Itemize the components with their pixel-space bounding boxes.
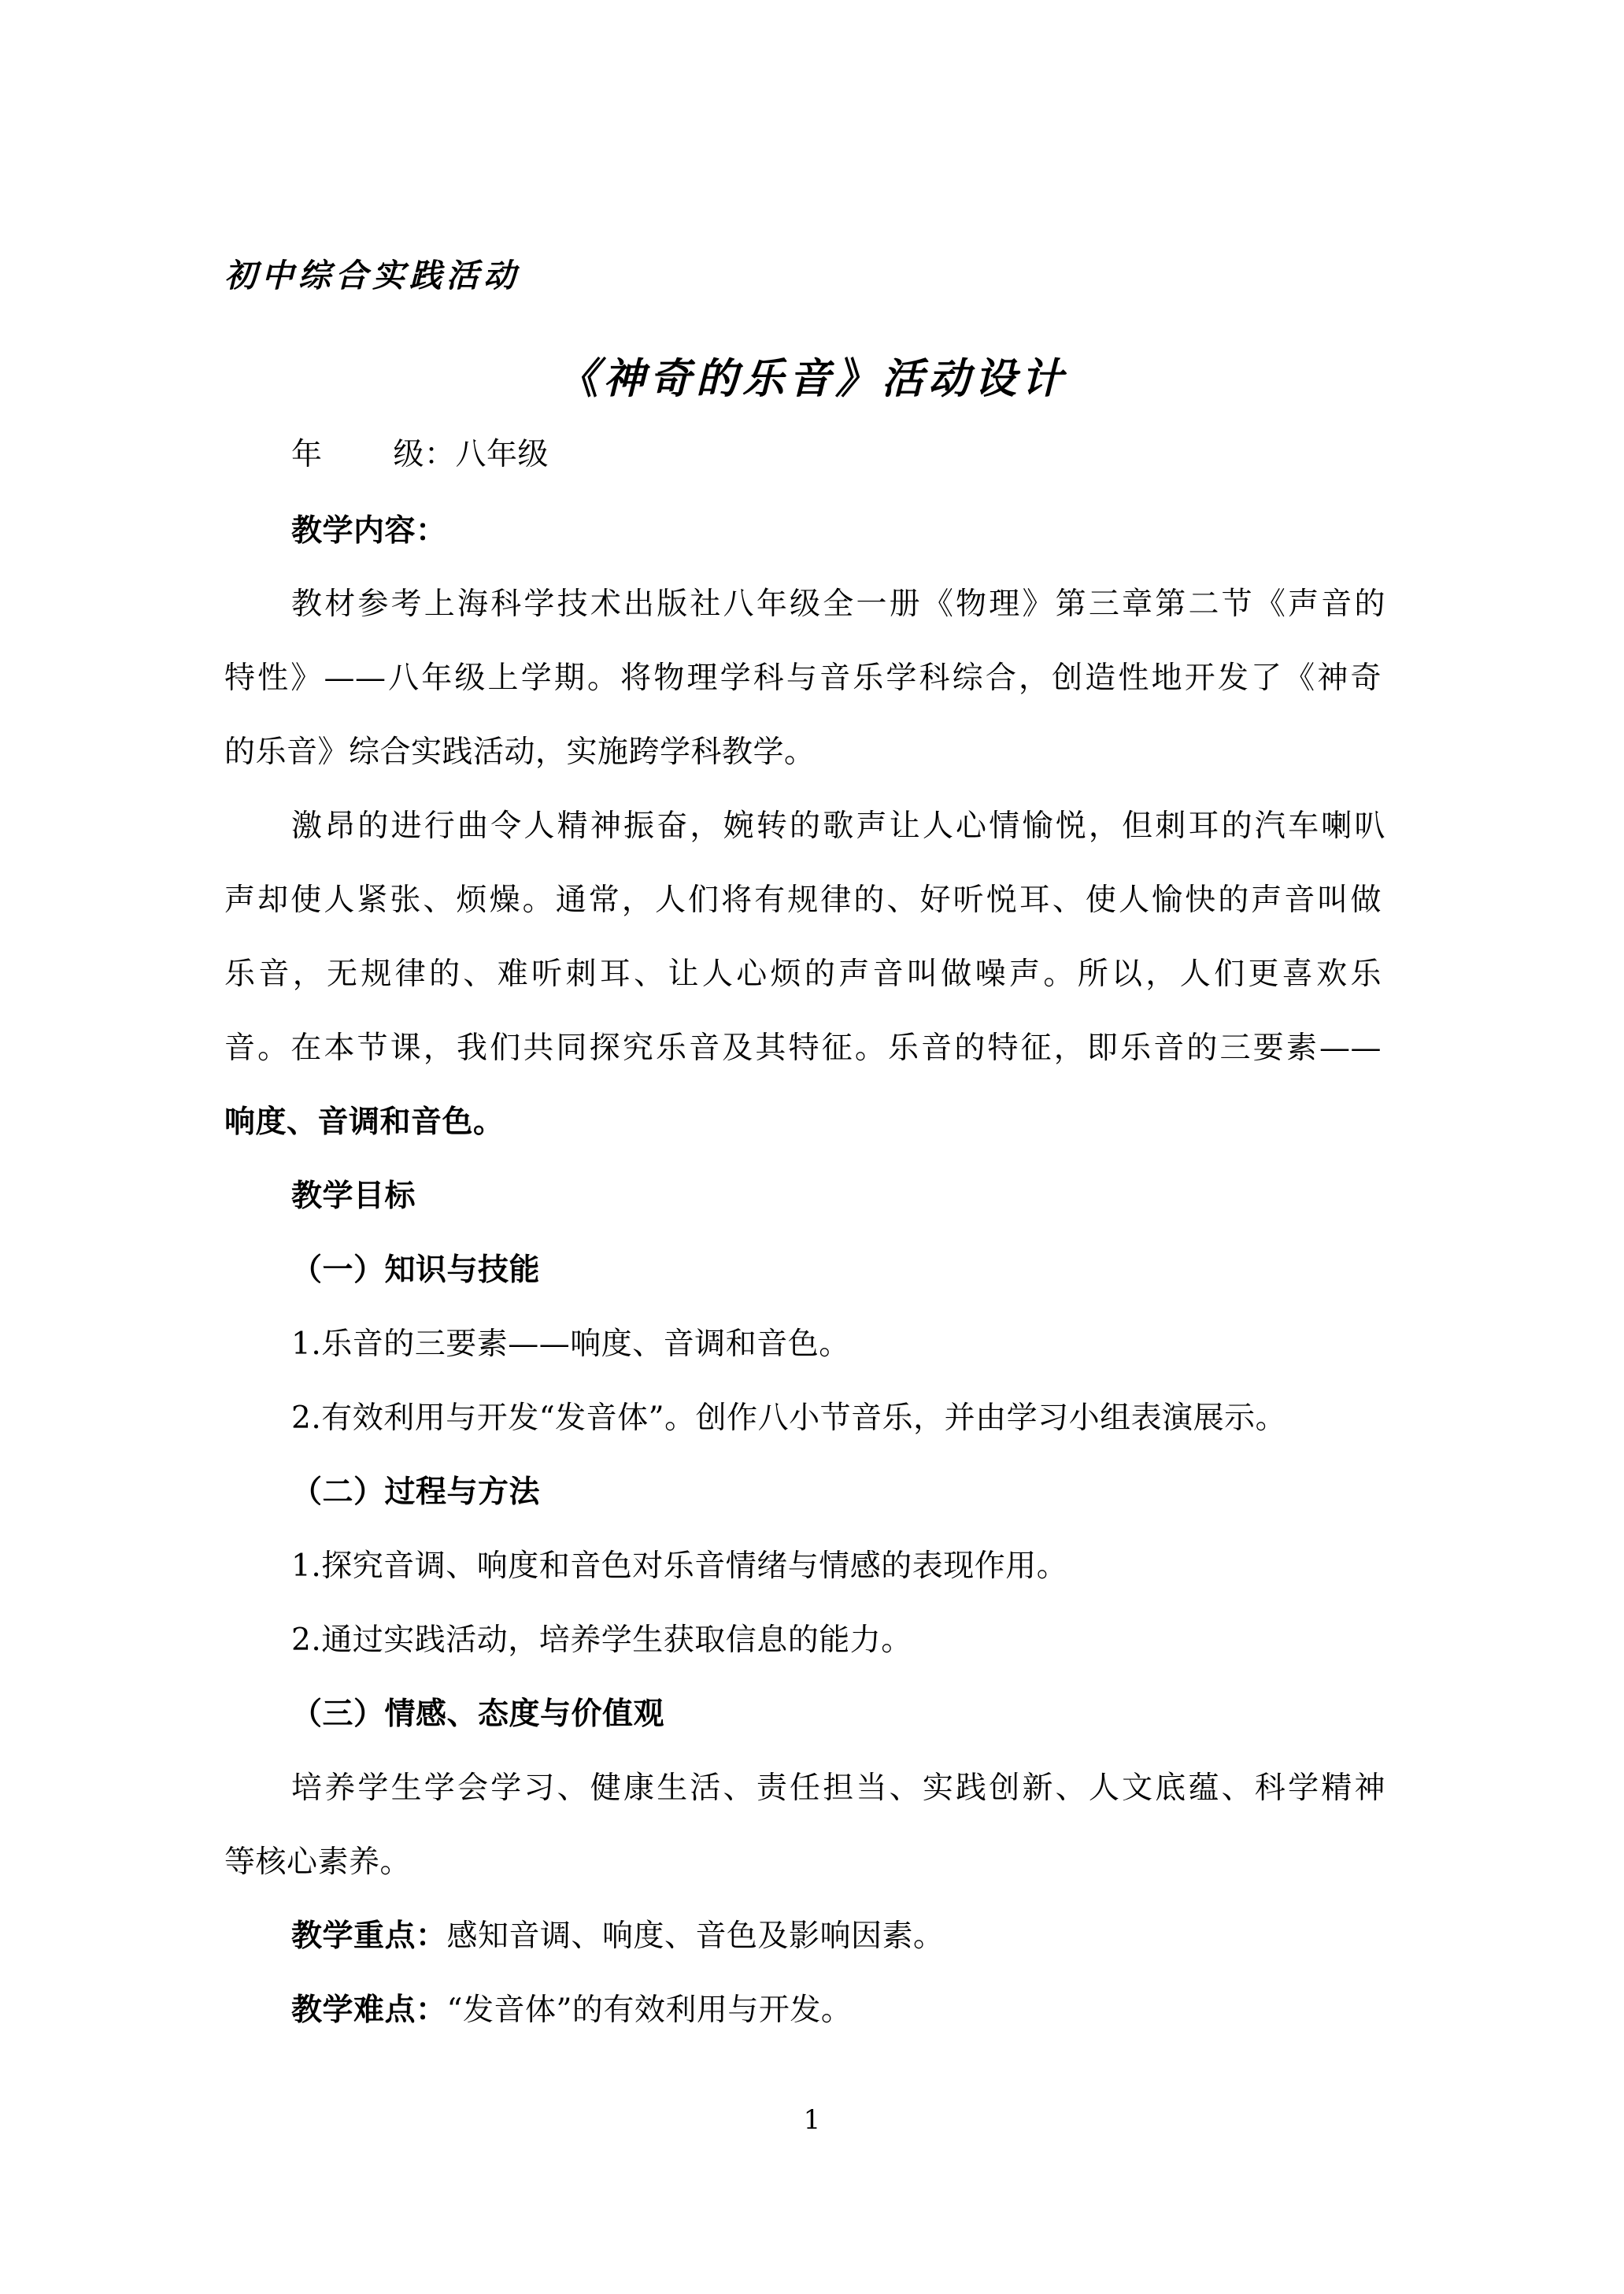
document-title: 《神奇的乐音》活动设计 — [557, 354, 1067, 403]
difficulty-text: “发音体”的有效利用与开发。 — [446, 1992, 853, 2028]
difficulty-label: 教学难点： — [291, 1992, 447, 2028]
content-p1-line1: 教材参考上海科学技术出版社八年级全一册《物理》第三章第二节《声音的 — [291, 586, 1385, 622]
objectives-s1-item2: 2.有效利用与开发“发音体”。创作八小节音乐，并由学习小组表演展示。 — [291, 1400, 1287, 1436]
content-p1-line2: 特性》——八年级上学期。将物理学科与音乐学科综合，创造性地开发了《神奇 — [224, 660, 1382, 696]
objectives-s2-item1: 1.探究音调、响度和音色对乐音情绪与情感的表现作用。 — [291, 1548, 1068, 1584]
content-p2-bold-end: 响度、音调和音色。 — [224, 1104, 505, 1140]
grade-label-a: 年 — [291, 437, 323, 472]
content-p2-line3: 乐音，无规律的、难听刺耳、让人心烦的声音叫做噪声。所以，人们更喜欢乐 — [224, 956, 1382, 992]
content-heading: 教学内容： — [291, 513, 447, 549]
grade-line — [291, 433, 1385, 477]
key-point-label: 教学重点： — [291, 1918, 447, 1954]
content-p2-line4: 音。在本节课，我们共同探究乐音及其特征。乐音的特征，即乐音的三要素—— — [224, 1030, 1382, 1066]
difficulty-line — [291, 1989, 1385, 2033]
objectives-s2-item2: 2.通过实践活动，培养学生获取信息的能力。 — [291, 1622, 912, 1658]
objectives-s3-line1: 培养学生学会学习、健康生活、责任担当、实践创新、人文底蕴、科学精神 — [291, 1770, 1385, 1806]
content-p2-line2: 声却使人紧张、烦燥。通常，人们将有规律的、好听悦耳、使人愉快的声音叫做 — [224, 882, 1382, 918]
objectives-s3-line2: 等核心素养。 — [224, 1844, 412, 1880]
grade-value: 八年级 — [455, 437, 549, 472]
objectives-s3-heading: （三）情感、态度与价值观 — [291, 1696, 665, 1732]
grade-label-b: 级： — [393, 437, 456, 472]
objectives-s1-item1: 1.乐音的三要素——响度、音调和音色。 — [291, 1326, 850, 1362]
objectives-heading: 教学目标 — [291, 1178, 416, 1214]
page-number: 1 — [803, 2104, 821, 2136]
objectives-s1-heading: （一）知识与技能 — [291, 1252, 541, 1288]
key-point-line — [291, 1915, 1385, 1959]
key-point-text: 感知音调、响度、音色及影响因素。 — [446, 1918, 945, 1954]
content-p2-line1: 激昂的进行曲令人精神振奋，婉转的歌声让人心情愉悦，但刺耳的汽车喇叭 — [291, 808, 1385, 844]
content-p1-line3: 的乐音》综合实践活动，实施跨学科教学。 — [224, 734, 816, 770]
category-label: 初中综合实践活动 — [224, 257, 520, 294]
objectives-s2-heading: （二）过程与方法 — [291, 1474, 541, 1510]
